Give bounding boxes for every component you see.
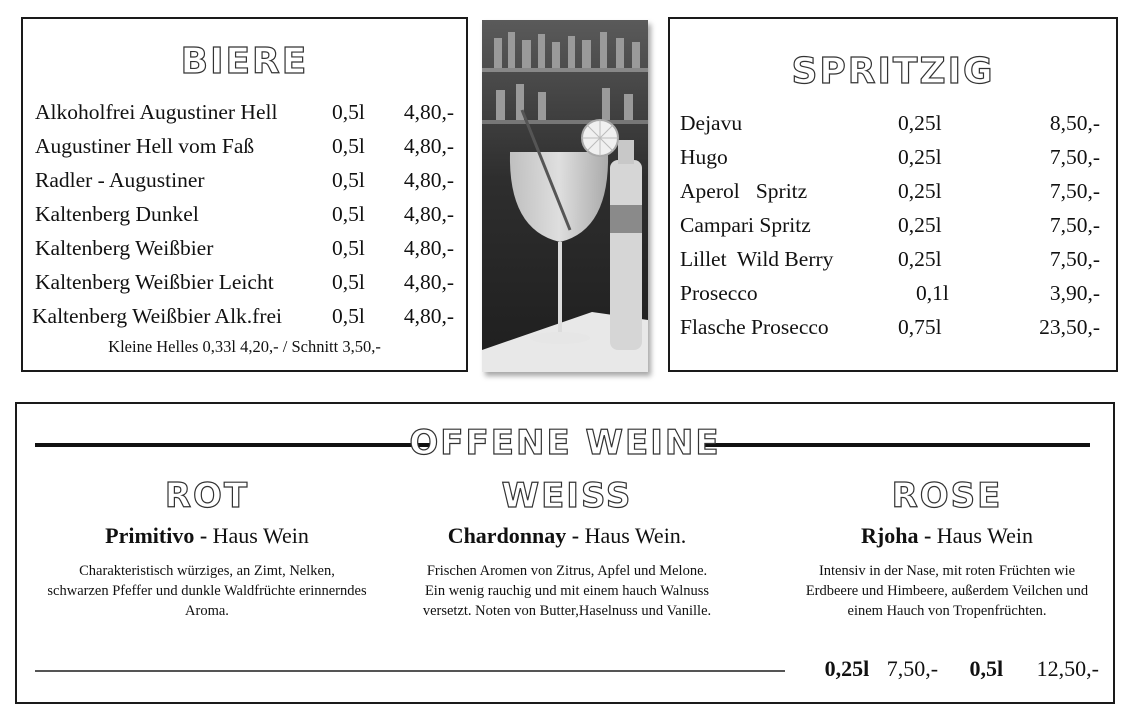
spritz-name: Lillet Wild Berry [680, 247, 834, 271]
wine-column-rot [47, 474, 367, 621]
spritz-list [680, 106, 1100, 344]
wine-name-line [417, 523, 717, 549]
spritz-item [680, 174, 1100, 208]
beer-size: 0,5l [332, 270, 365, 294]
offene-weine-panel [15, 402, 1115, 704]
spritz-name: Dejavu [680, 111, 743, 135]
spritz-name: Hugo [680, 145, 728, 169]
wine-suffix: Haus Wein [207, 523, 309, 548]
spritz-item [680, 140, 1100, 174]
wine-description: Frischen Aromen von Zitrus, Apfel und Melone. Ein wenig rauchig und mit einem hauch Walnuss versetzt. Noten von Butter,Haselnuss und Vanille. [422, 563, 712, 619]
wine-heading: WEISS [501, 476, 633, 516]
wine-name: Chardonnay - [447, 523, 580, 548]
beer-price: 4,80,- [403, 202, 454, 226]
beer-item [35, 265, 460, 299]
spritz-size: 0,25l [898, 145, 942, 169]
price-large: 12,50,- [1036, 656, 1099, 681]
beer-footer-note: Kleine Helles 0,33l 4,20,- / Schnitt 3,50,- [108, 337, 381, 356]
beer-size: 0,5l [332, 236, 365, 260]
beer-name: Kaltenberg Dunkel [35, 202, 199, 226]
spritz-size: 0,1l [916, 281, 949, 305]
beer-item [35, 197, 460, 231]
beer-name: Augustiner Hell vom Faß [35, 134, 255, 158]
beer-price: 4,80,- [403, 134, 454, 158]
beer-item [35, 231, 460, 265]
beer-price: 4,80,- [403, 270, 454, 294]
wine-description: Intensiv in der Nase, mit roten Früchten wie Erdbeere und Himbeere, außerdem Veilchen und einem Hauch von Tropenfrüchten. [805, 563, 1089, 619]
spritz-item [680, 242, 1100, 276]
beer-size: 0,5l [332, 202, 365, 226]
biere-title: BIERE [180, 41, 309, 82]
beer-price: 4,80,- [403, 168, 454, 192]
wine-suffix: Haus Wein [931, 523, 1033, 548]
beer-name: Kaltenberg Weißbier Alk.frei [32, 304, 283, 328]
beer-item [32, 299, 460, 333]
biere-panel [21, 17, 468, 372]
beer-item [35, 129, 460, 163]
spritz-item [680, 106, 1100, 140]
weine-title: OFFENE WEINE [409, 423, 721, 463]
spritz-size: 0,75l [898, 315, 942, 339]
spritz-size: 0,25l [898, 213, 942, 237]
beer-item [35, 95, 460, 129]
wine-prices [825, 656, 1099, 682]
spritz-name: Flasche Prosecco [680, 315, 829, 339]
spritz-size: 0,25l [898, 247, 942, 271]
beer-size: 0,5l [332, 100, 365, 124]
beer-name: Kaltenberg Weißbier Leicht [35, 270, 274, 294]
bottom-rule [35, 670, 785, 672]
beer-price: 4,80,- [403, 100, 454, 124]
price-size-large: 0,5l [969, 656, 1004, 681]
cocktail-photo [482, 20, 648, 372]
wine-name: Rjoha - [861, 523, 932, 548]
price-small: 7,50,- [886, 656, 939, 681]
cocktail-glass-image [482, 20, 648, 372]
wine-name-line [792, 523, 1102, 549]
wine-heading: ROT [164, 476, 250, 516]
price-size-small: 0,25l [824, 656, 870, 681]
spritz-item [680, 310, 1100, 344]
spritz-size: 0,25l [898, 111, 942, 135]
beer-size: 0,5l [332, 134, 365, 158]
spritz-size: 0,25l [898, 179, 942, 203]
beer-price: 4,80,- [403, 236, 454, 260]
beer-name: Radler - Augustiner [35, 168, 205, 192]
beer-size: 0,5l [332, 304, 365, 328]
wine-name-line [47, 523, 367, 549]
wine-heading: ROSE [891, 476, 1003, 516]
wine-suffix: Haus Wein. [579, 523, 687, 548]
spritzig-title: SPRITZIG [791, 51, 995, 92]
spritz-price: 7,50,- [1049, 145, 1100, 169]
spritz-price: 3,90,- [1049, 281, 1100, 305]
beer-name: Kaltenberg Weißbier [35, 236, 214, 260]
beer-item [35, 163, 460, 197]
beer-price: 4,80,- [403, 304, 454, 328]
wine-column-rose [792, 474, 1102, 621]
beer-list [32, 95, 460, 333]
spritz-price: 8,50,- [1049, 111, 1100, 135]
wine-column-weiss [417, 474, 717, 621]
spritz-item [680, 208, 1100, 242]
spritz-name: Prosecco [680, 281, 758, 305]
spritz-name: Campari Spritz [680, 213, 811, 237]
spritz-price: 23,50,- [1039, 315, 1100, 339]
spritz-price: 7,50,- [1049, 213, 1100, 237]
spritz-item [680, 276, 1100, 310]
spritz-price: 7,50,- [1049, 247, 1100, 271]
beer-size: 0,5l [332, 168, 365, 192]
spritz-price: 7,50,- [1049, 179, 1100, 203]
beer-name: Alkoholfrei Augustiner Hell [35, 100, 278, 124]
spritzig-panel [668, 17, 1118, 372]
wine-description: Charakteristisch würziges, an Zimt, Nelken, schwarzen Pfeffer und dunkle Waldfrüchte erinnerndes Aroma. [47, 563, 367, 619]
spritz-name: Aperol Spritz [680, 179, 808, 203]
wine-name: Primitivo - [105, 523, 208, 548]
